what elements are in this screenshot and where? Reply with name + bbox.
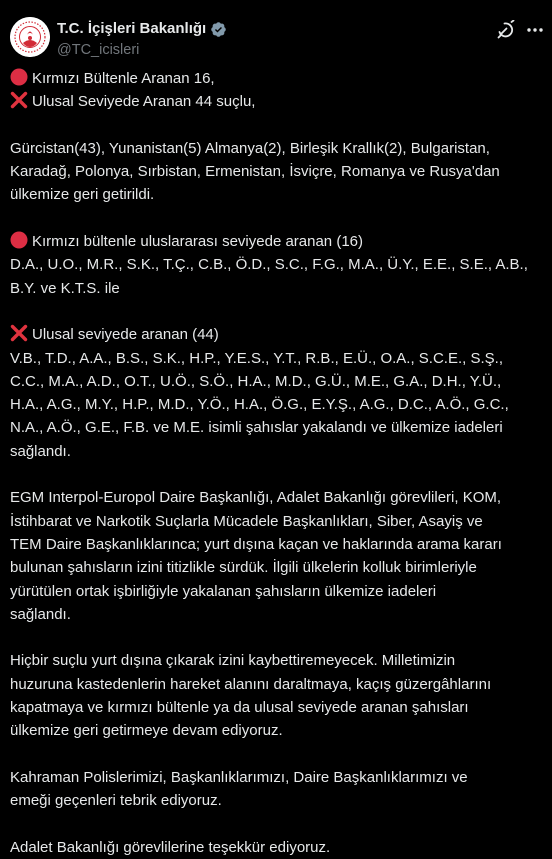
post-text-line	[10, 533, 546, 556]
post-text-line	[10, 277, 546, 300]
post-text-line-content: Ulusal seviyede aranan (44)	[32, 326, 219, 344]
post-text-line	[10, 719, 546, 742]
post-text-line-content: N.A., A.Ö., G.E., F.B. ve M.E. isimli şahıslar yakalandı ve ülkemize iadeleri	[10, 419, 503, 437]
post-text-line	[10, 836, 546, 859]
post-text-line-content: B.Y. ve K.T.S. ile	[10, 279, 120, 297]
post-text-line	[10, 160, 546, 183]
post-text-line	[10, 556, 546, 579]
blank-line	[10, 626, 546, 649]
blank-line	[10, 813, 546, 836]
post-text-line	[10, 416, 546, 439]
account-handle[interactable]: @TC_icisleri	[57, 42, 140, 58]
blank-line	[10, 743, 546, 766]
post-text-line-content: İstihbarat ve Narkotik Suçlarla Mücadele Başkanlıkları, Siber, Asayiş ve	[10, 512, 483, 530]
red-circle-emoji-icon	[10, 68, 28, 86]
post-text-line-content: emeği geçenleri tebrik ediyoruz.	[10, 792, 222, 810]
blank-line	[10, 114, 546, 137]
post-text-line-content: Kahraman Polislerimizi, Başkanlıklarımızı, Daire Başkanlıklarımızı ve	[10, 768, 468, 786]
post-text-line-content: ülkemize geri getirildi.	[10, 186, 155, 204]
cross-mark-emoji-icon	[10, 324, 28, 342]
more-icon[interactable]	[526, 23, 544, 37]
post-text-line	[10, 230, 546, 253]
post-text-line-content: V.B., T.D., A.A., B.S., S.K., H.P., Y.E.S., Y.T., R.B., E.Ü., O.A., S.C.E., S.Ş.,	[10, 349, 503, 367]
post-text-line	[10, 603, 546, 626]
post-text-line-content: Adalet Bakanlığı görevlilerine teşekkür ediyoruz.	[10, 838, 331, 856]
post-text-line-content: TEM Daire Başkanlıklarınca; yurt dışına kaçan ve haklarında arama kararı	[10, 535, 502, 553]
post-text-line-content: sağlandı.	[10, 605, 71, 623]
post-text-line	[10, 183, 546, 206]
post-text-line-content: Ulusal Seviyede Aranan 44 suçlu,	[32, 93, 256, 111]
post-text-line	[10, 649, 546, 672]
post-text-line-content: bulunan şahısların izini titizlikle sürdük. İlgili ülkelerin kolluk birimleriyle	[10, 559, 477, 577]
account-avatar[interactable]	[10, 17, 50, 57]
post-text-line-content: sağlandı.	[10, 442, 71, 460]
post-text-line-content: huzuruna kastedenlerin hareket alanını daraltmaya, kaçış güzergâhlarını	[10, 675, 492, 693]
post-text-line	[10, 90, 546, 113]
post-text-line-content: D.A., U.O., M.R., S.K., T.Ç., C.B., Ö.D., S.C., F.G., M.A., Ü.Y., E.E., S.E., A.B.,	[10, 256, 528, 274]
cross-mark-emoji-icon	[10, 91, 28, 109]
blank-line	[10, 300, 546, 323]
post-text-line	[10, 137, 546, 160]
post-text-line	[10, 580, 546, 603]
post-text-line-content: EGM Interpol-Europol Daire Başkanlığı, Adalet Bakanlığı görevlileri, KOM,	[10, 489, 502, 507]
post-text-line	[10, 393, 546, 416]
post-text-line-content: Kırmızı bültenle uluslararası seviyede aranan (16)	[32, 233, 363, 251]
post-text-line	[10, 347, 546, 370]
post-text-line	[10, 766, 546, 789]
blank-line	[10, 207, 546, 230]
post-text-line	[10, 673, 546, 696]
post-text-line	[10, 370, 546, 393]
post-text-line-content: Kırmızı Bültenle Aranan 16,	[32, 70, 215, 87]
post-text-line-content: C.C., M.A., A.D., O.T., U.Ö., S.Ö., H.A., M.D., G.Ü., M.E., G.A., D.H., Y.Ü.,	[10, 372, 502, 390]
post-text	[10, 67, 546, 859]
post-text-line	[10, 323, 546, 346]
display-name[interactable]: T.C. İçişleri Bakanlığı	[57, 20, 207, 37]
post-text-line	[10, 440, 546, 463]
post-text-line-content: Karadağ, Polonya, Sırbistan, Ermenistan, İsviçre, Romanya ve Rusya'dan	[10, 163, 500, 181]
post-text-line	[10, 510, 546, 533]
post-text-line-content: Gürcistan(43), Yunanistan(5) Almanya(2), Birleşik Krallık(2), Bulgaristan,	[10, 139, 490, 157]
post-text-line	[10, 789, 546, 812]
post-text-line-content: H.A., A.G., M.Y., H.P., M.D., Y.Ö., H.A., Ö.G., E.Y.Ş., A.G., D.C., A.Ö., G.C.,	[10, 396, 509, 414]
post-text-line	[10, 253, 546, 276]
post-text-line-content: kapatmaya ve kırmızı bültenle ya da ulusal seviyede aranan şahısları	[10, 699, 469, 717]
red-circle-emoji-icon	[10, 231, 28, 249]
post-text-line	[10, 696, 546, 719]
turkish-ministry-seal-icon	[10, 17, 50, 57]
post-header	[0, 0, 552, 64]
post-text-line-content: yürütülen ortak işbirliğiyle yakalanan şahısların ülkemize iadeleri	[10, 582, 437, 600]
post-text-line-content: Hiçbir suçlu yurt dışına çıkarak izini kaybettiremeyecek. Milletimizin	[10, 652, 456, 670]
post-text-line	[10, 67, 546, 90]
blank-line	[10, 463, 546, 486]
post-text-line-content: ülkemize geri getirmeye devam ediyoruz.	[10, 722, 283, 740]
post-text-line	[10, 486, 546, 509]
grok-icon[interactable]	[496, 20, 516, 40]
verified-badge-icon[interactable]	[210, 21, 227, 38]
